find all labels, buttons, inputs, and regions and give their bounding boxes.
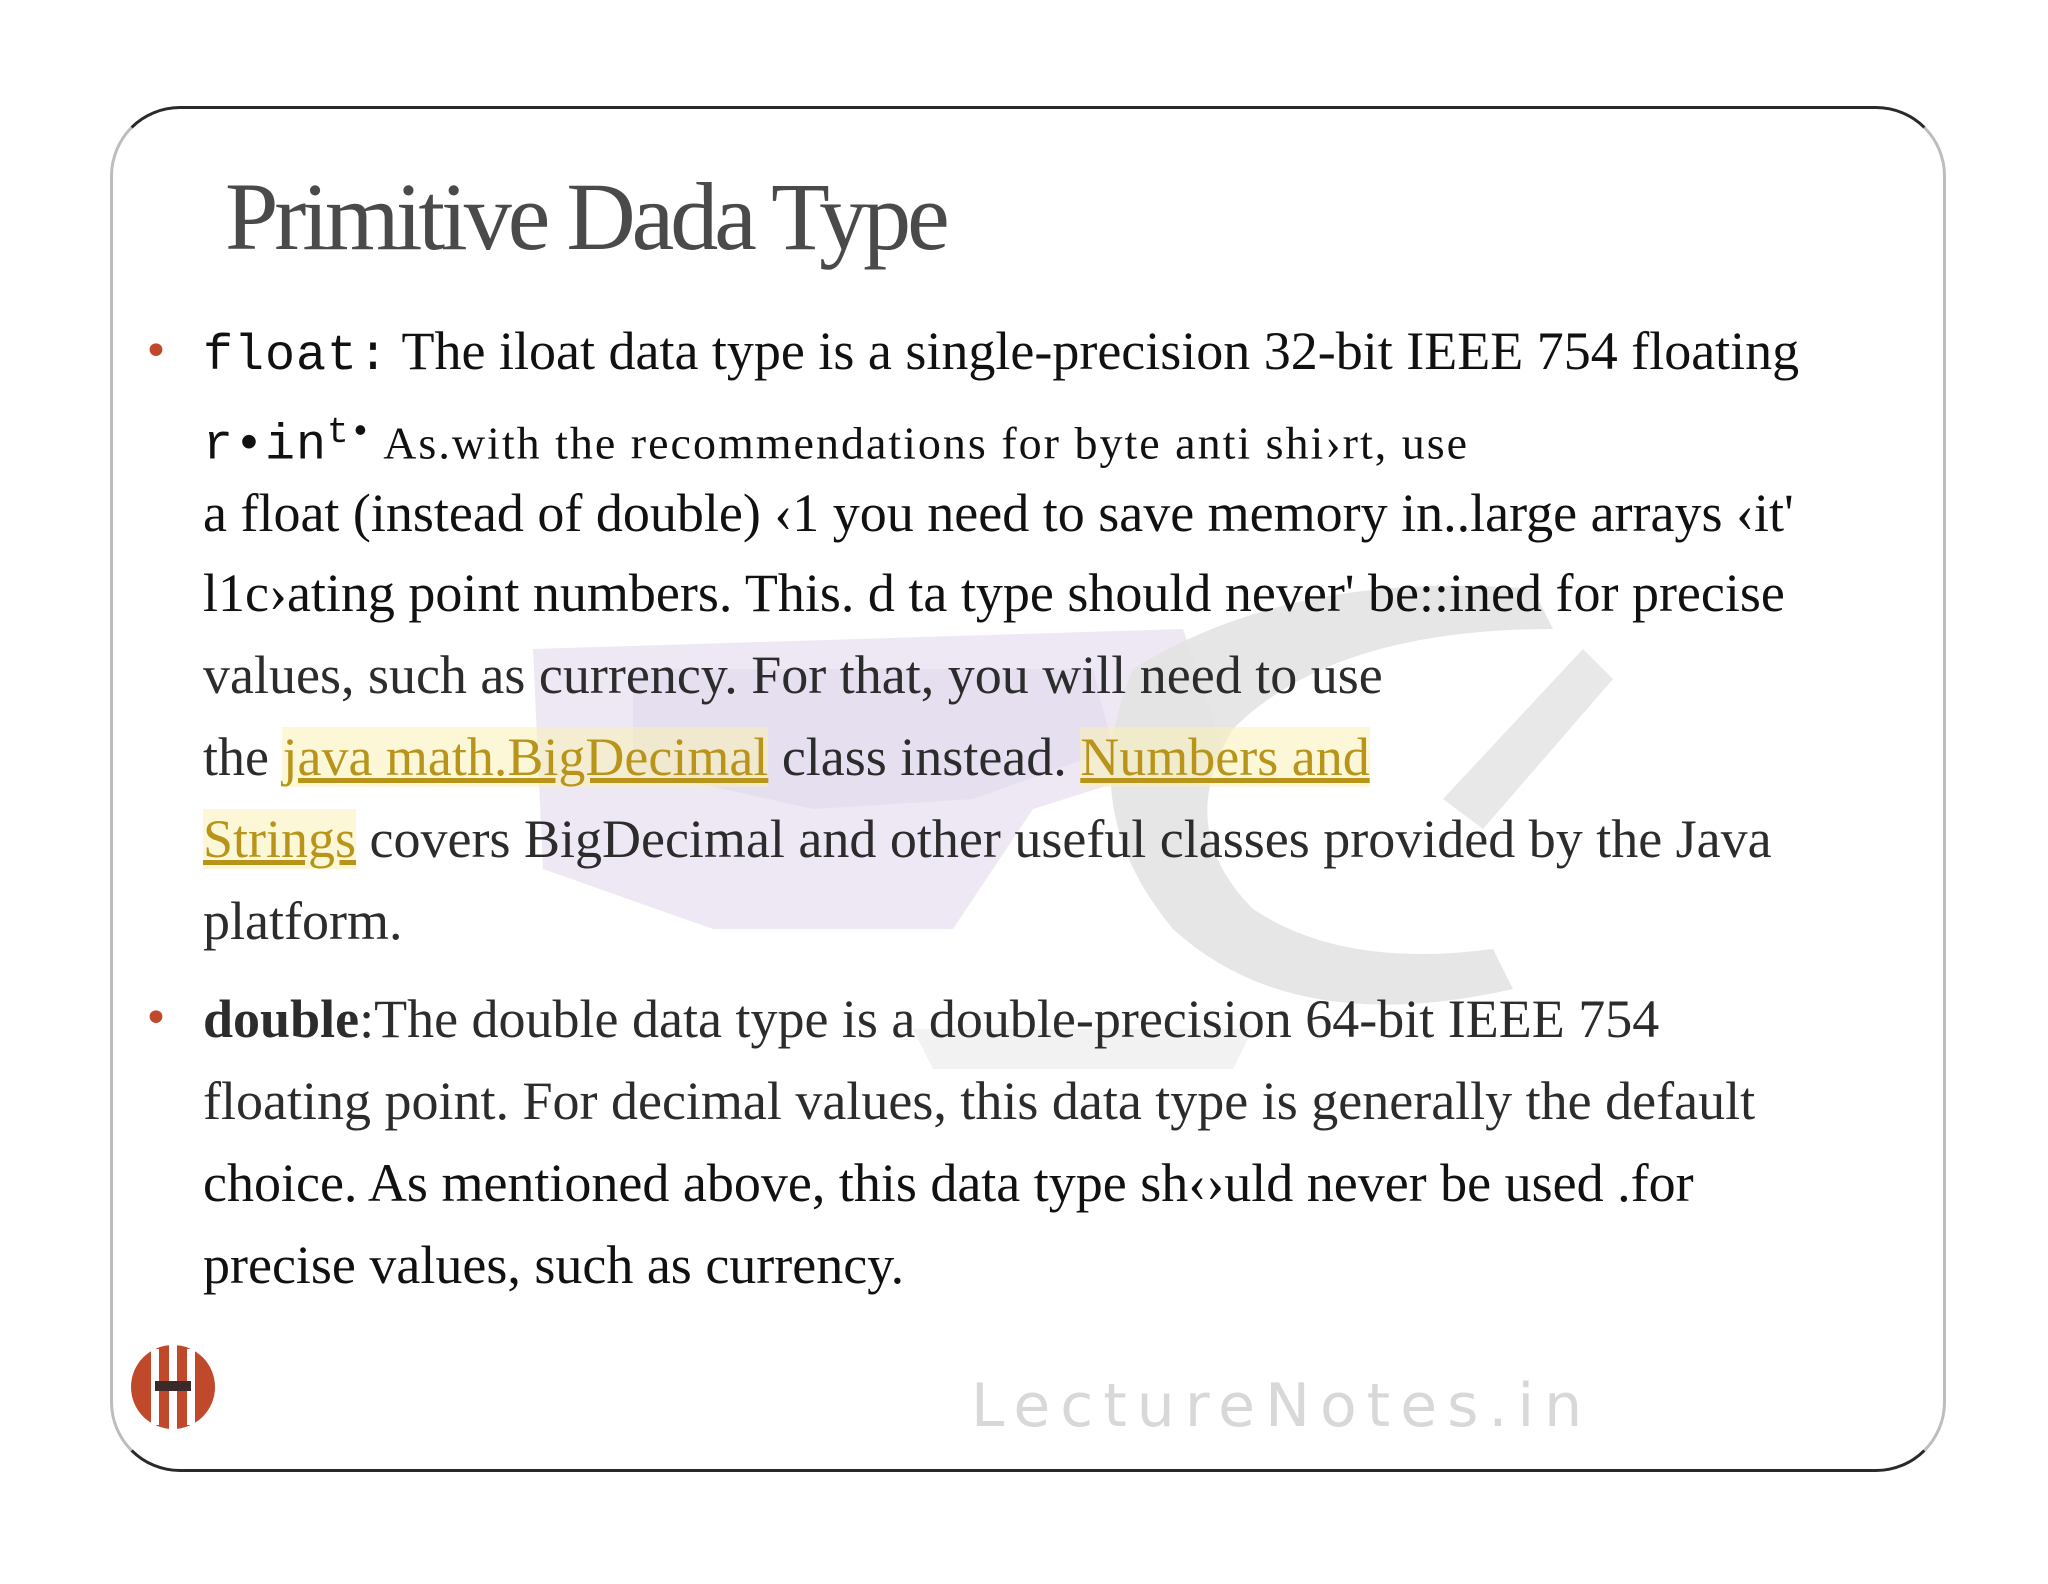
bullet-line bbox=[203, 727, 1370, 787]
term-double: double bbox=[203, 989, 360, 1049]
line-prefix: r•in bbox=[203, 417, 328, 475]
slide-frame bbox=[110, 106, 1946, 1472]
bullet-line bbox=[203, 403, 1469, 476]
numbers-and-strings-link[interactable]: Numbers and bbox=[1080, 727, 1370, 787]
bullet-line: floating point. For decimal values, this data type is generally the default bbox=[203, 1071, 1756, 1131]
bullet-line bbox=[203, 321, 1799, 387]
bullet-line: platform. bbox=[203, 891, 403, 951]
line-text: As.with the recommendations for byte anti shi›rt, use bbox=[372, 417, 1470, 469]
bullet-line bbox=[203, 989, 1659, 1049]
round-bullet-icon: • bbox=[143, 326, 169, 377]
line-text: covers BigDecimal and other useful classes provided by the Java bbox=[356, 809, 1772, 869]
bullet-line bbox=[203, 809, 1772, 869]
lecturenotes-watermark: LectureNotes.in bbox=[971, 1371, 1593, 1441]
strings-link[interactable]: Strings bbox=[203, 809, 357, 869]
slide-title: Primitive Dada Type bbox=[225, 163, 946, 270]
round-bullet-icon: • bbox=[143, 993, 169, 1044]
line-text: class instead. bbox=[768, 727, 1081, 787]
line-superscript: t• bbox=[327, 412, 373, 453]
bullet-line: choice. As mentioned above, this data type sh‹›uld never be used .for bbox=[203, 1153, 1694, 1213]
line-prefix: the bbox=[203, 727, 283, 787]
bullet-line: values, such as currency. For that, you will need to use bbox=[203, 645, 1383, 705]
bullet-line: precise values, such as currency. bbox=[203, 1235, 905, 1295]
bigdecimal-link[interactable]: java math.BigDecimal bbox=[282, 727, 769, 787]
line-text: :The double data type is a double-precision 64-bit IEEE 754 bbox=[359, 989, 1660, 1049]
line-text: The iloat data type is a single-precision 32-bit IEEE 754 floating bbox=[389, 321, 1800, 381]
institution-logo-icon bbox=[125, 1339, 221, 1435]
bullet-line: a float (instead of double) ‹1 you need to save memory in..large arrays ‹it' bbox=[203, 483, 1794, 543]
bullet-line: l1c›ating point numbers. This. d ta type should never' be::ined for precise bbox=[203, 563, 1785, 623]
term-float: float: bbox=[203, 328, 390, 385]
